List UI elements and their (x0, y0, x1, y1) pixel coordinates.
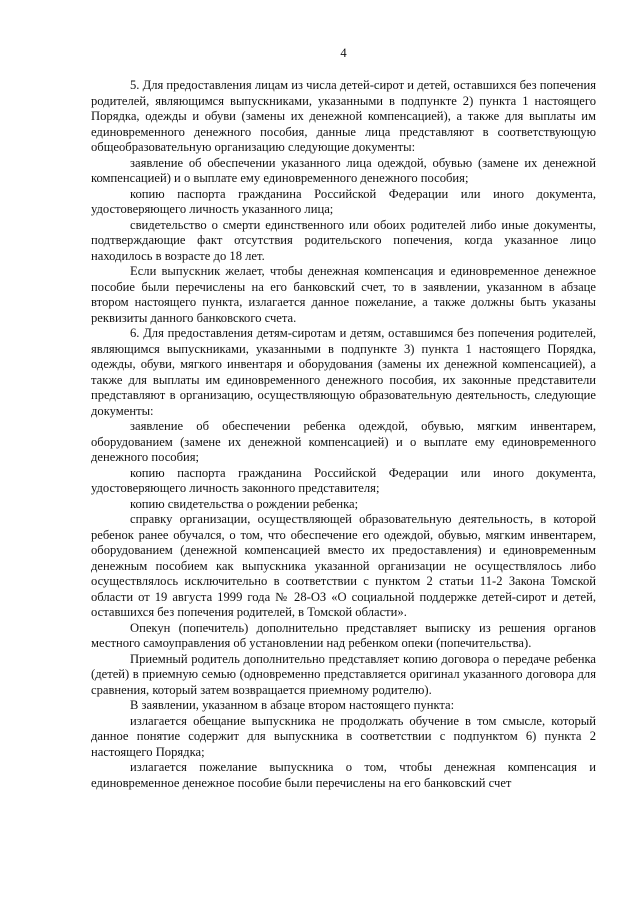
paragraph-6-reference: справку организации, осуществляющей образовательную деятельность, в которой ребенок ранее обучался, о том, что обеспечение его одеждой, обувью, мягким инвентарем, оборудованием (денежной компенсацией вместо их предоставления) и единовременным денежным пособием как выпускника указанной организации не осуществлялось либо осуществлялось исключительно в соответствии с пунктом 2 статьи 11-2 Закона Томской области от 19 августа 1999 года № 28-ОЗ «О социальной поддержке детей-сирот и детей, оставшихся без попечения родителей, в Томской области». (91, 512, 596, 619)
page-number: 4 (340, 46, 347, 60)
paragraph-6-application-contents: В заявлении, указанном в абзаце втором настоящего пункта: (130, 698, 455, 712)
paragraph-6-wish: излагается пожелание выпускника о том, чтобы денежная компенсация и единовременное денежное пособие были перечислены на его банковский счет (91, 760, 596, 790)
paragraph-6-birth-certificate: копию свидетельства о рождении ребенка; (130, 496, 359, 511)
paragraph-5-application: заявление об обеспечении указанного лица одеждой, обувью (замене их денежной компенсацией) и о выплате ему единовременного денежного пособия; (91, 155, 596, 185)
paragraph-5-bank-account: Если выпускник желает, чтобы денежная компенсация и единовременное денежное пособие были перечислены на его банковский счет, то в заявлении, указанном в абзаце втором настоящего пункта, излагается данное пожелание, а также должны быть указаны реквизиты данного банковского счета. (91, 264, 596, 325)
paragraph-5-passport: копию паспорта гражданина Российской Федерации или иного документа, удостоверяющего личность указанного лица; (91, 186, 596, 216)
paragraph-6-application: заявление об обеспечении ребенка одеждой, обувью, мягким инвентарем, оборудованием (замене их денежной компенсацией) и о выплате ему единовременного денежного пособия; (91, 419, 596, 464)
paragraph-6-guardian: Опекун (попечитель) дополнительно представляет выписку из решения органов местного самоуправления об установлении над ребенком опеки (попечительства). (91, 620, 596, 650)
paragraph-5-death-certificate: свидетельство о смерти единственного или обоих родителей либо иные документы, подтверждающие факт отсутствия родительского попечения, когда указанное лицо находилось в возрасте до 18 лет. (91, 217, 596, 263)
paragraph-5-intro: 5. Для предоставления лицам из числа детей-сирот и детей, оставшихся без попечения родителей, являющимся выпускниками, указанными в подпункте 2) пункта 1 настоящего Порядка, одежды и обуви (замены их денежной компенсацией), а также для выплаты им единовременного денежного пособия, данные лица представляют в соответствующую общеобразовательную организацию следующие документы: (91, 78, 596, 154)
paragraph-6-promise: излагается обещание выпускника не продолжать обучение в том смысле, который данное понятие содержит для выпускника в соответствии с подпунктом 6) пункта 2 настоящего Порядка; (91, 713, 596, 759)
paragraph-6-intro: 6. Для предоставления детям-сиротам и детям, оставшимся без попечения родителей, являющимся выпускниками, указанными в подпункте 3) пункта 1 настоящего Порядка, одежды, обуви, мягкого инвентаря и оборудования (замены их денежной компенсацией), а также для выплаты им единовременного денежного пособия, их законные представители представляют в организацию, осуществляющую образовательную деятельность, следующие документы: (91, 326, 596, 418)
paragraph-6-foster-parent: Приемный родитель дополнительно представляет копию договора о передаче ребенка (детей) в приемную семью (одновременно представляется оригинал указанного договора для сравнения, который затем возвращается приемному родителю). (91, 651, 596, 697)
paragraph-6-passport: копию паспорта гражданина Российской Федерации или иного документа, удостоверяющего личность законного представителя; (91, 465, 596, 495)
